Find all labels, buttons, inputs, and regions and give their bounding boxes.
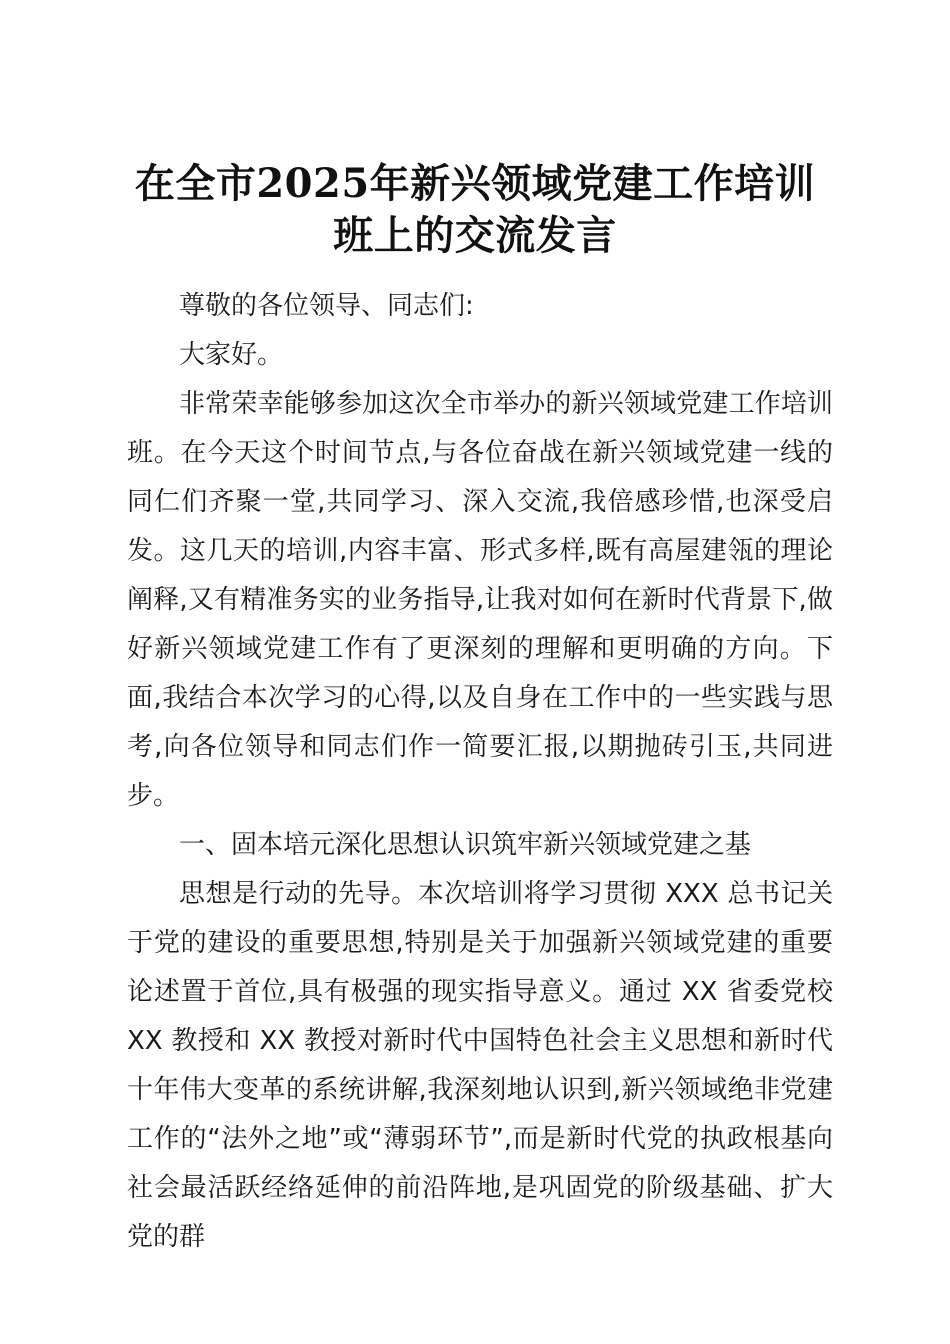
section-heading-1: 一、固本培元深化思想认识筑牢新兴领域党建之基 [179, 830, 752, 860]
intro-paragraph: 非常荣幸能够参加这次全市举办的新兴领域党建工作培训班。在今天这个时间节点,与各位奋战在新兴领域党建一线的同仁们齐聚一堂,共同学习、深入交流,我倍感珍惜,也深受启发。这几天的培训,内容丰富、形式多样,既有高屋建瓴的理论阐释,又有精准务实的业务指导,让我对如何在新时代背景下,做好新兴领域党建工作有了更深刻的理解和更明确的方向。下面,我结合本次学习的心得,以及自身在工作中的一些实践与思考,向各位领导和同志们作一简要汇报,以期抛砖引玉,共同进步。 [127, 389, 833, 811]
document-body [127, 282, 833, 1262]
title-line-2: 班上的交流发言 [333, 212, 617, 259]
salutation: 尊敬的各位领导、同志们: [179, 291, 474, 321]
document-title [127, 158, 823, 262]
greeting: 大家好。 [179, 340, 284, 370]
title-line-1: 在全市2025年新兴领域党建工作培训 [134, 160, 816, 207]
section-1-paragraph: 思想是行动的先导。本次培训将学习贯彻 XXX 总书记关于党的建设的重要思想,特别是关于加强新兴领域党建的重要论述置于首位,具有极强的现实指导意义。通过 XX 省委党校 XX 教授和 XX 教授对新时代中国特色社会主义思想和新时代十年伟大变革的系统讲解,我深刻地认识到,新兴领域绝非党建工作的“法外之地”或“薄弱环节”,而是新时代党的执政根基向社会最活跃经络延伸的前沿阵地,是巩固党的阶级基础、扩大党的群 [127, 879, 833, 1252]
